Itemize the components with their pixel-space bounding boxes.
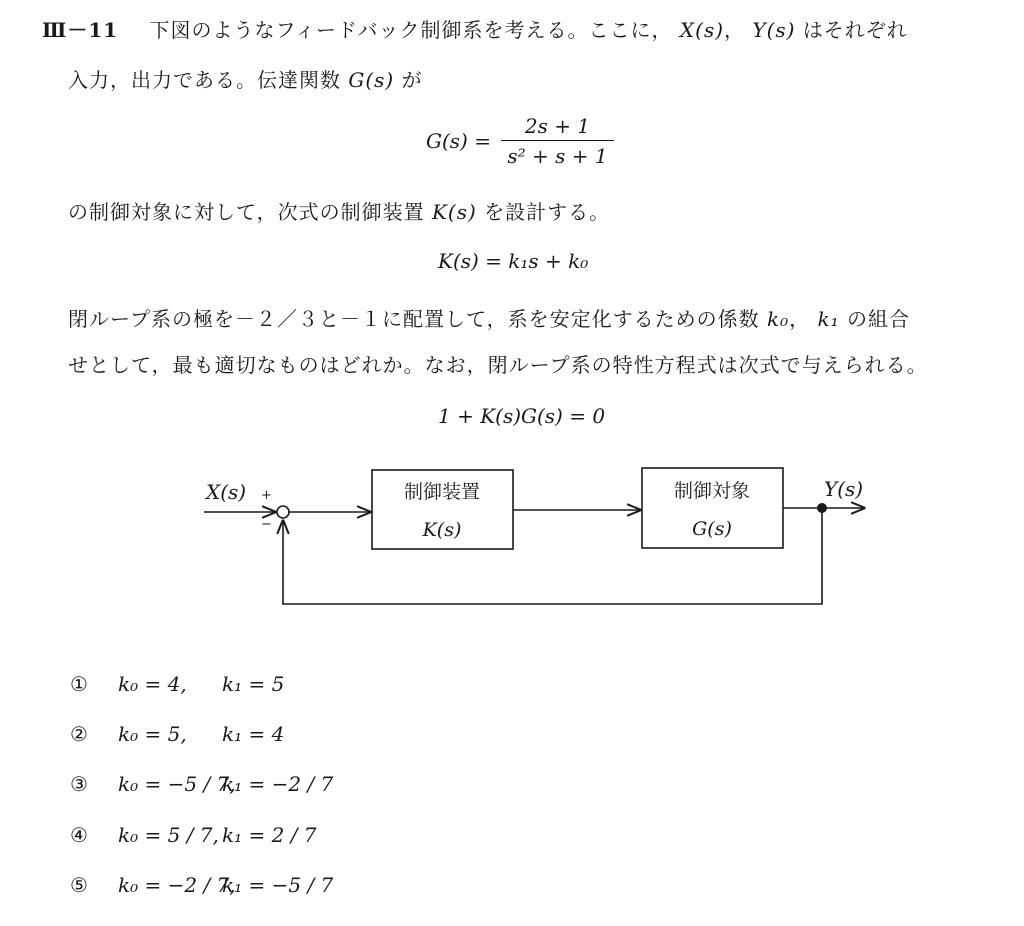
option-2[interactable] — [70, 722, 284, 746]
symbol-k1: k₁ — [817, 307, 840, 331]
symbol-y: Y(s) — [752, 18, 796, 42]
k-equation: K(s) = k₁s + k₀ — [438, 249, 589, 273]
controller-title: 制御装置 — [403, 481, 481, 503]
problem-text-5: せとして，最も適切なものはどれか。なお，閉ループ系の特性方程式は次式で与えられる。 — [68, 353, 928, 377]
symbol-g: G(s) — [348, 68, 395, 92]
option-k1: k₁ = 5 — [222, 672, 285, 696]
comma: ， — [724, 18, 746, 42]
option-3[interactable] — [70, 772, 333, 796]
input-label: X(s) — [206, 480, 247, 504]
option-k1: k₁ = 2 / 7 — [222, 823, 317, 847]
comma: ， — [789, 307, 811, 331]
option-5[interactable] — [70, 873, 333, 897]
g-numerator: 2s + 1 — [501, 114, 613, 141]
problem-text-4: 閉ループ系の極を－２／３と－１に配置して，系を安定化するための係数 — [68, 307, 760, 331]
option-k1: k₁ = −2 / 7 — [222, 772, 334, 796]
output-label: Y(s) — [824, 477, 864, 501]
problem-text-4-tail: の組合 — [846, 307, 910, 331]
option-mark: ④ — [70, 823, 88, 847]
g-denominator: s² + s + 1 — [507, 144, 608, 168]
option-k0: k₀ = −2 / 7, — [118, 873, 236, 897]
option-k0: k₀ = 5 / 7, — [118, 823, 219, 847]
option-k0: k₀ = 5, — [118, 722, 187, 746]
option-k0: k₀ = 4, — [118, 672, 187, 696]
option-1[interactable] — [70, 672, 284, 696]
option-mark: ③ — [70, 772, 88, 796]
problem-text-2: 入力，出力である。伝達関数 — [68, 68, 341, 92]
problem-text-2-tail: が — [401, 68, 423, 92]
symbol-x: X(s) — [679, 18, 725, 42]
problem-text-1: 下図のようなフィードバック制御系を考える。ここに， — [149, 18, 673, 42]
problem-text-3: の制御対象に対して，次式の制御装置 — [68, 200, 425, 224]
problem-number: Ⅲ－11 — [42, 18, 119, 42]
problem-text-3-tail: を設計する。 — [484, 200, 611, 224]
characteristic-equation: 1 + K(s)G(s) = 0 — [438, 404, 606, 428]
controller-tf: K(s) — [422, 519, 462, 541]
plant-title: 制御対象 — [673, 480, 751, 502]
option-4[interactable] — [70, 823, 317, 847]
summing-junction — [277, 506, 289, 518]
plus-sign: + — [261, 488, 272, 503]
minus-sign: − — [261, 517, 272, 532]
plant-tf: G(s) — [692, 518, 732, 540]
option-k1: k₁ = 4 — [222, 722, 285, 746]
option-k0: k₀ = −5 / 7, — [118, 772, 236, 796]
g-lhs: G(s) = — [426, 129, 491, 153]
option-mark: ⑤ — [70, 873, 88, 897]
option-k1: k₁ = −5 / 7 — [222, 873, 334, 897]
problem-text-1-tail: はそれぞれ — [802, 18, 908, 42]
symbol-k0: k₀ — [766, 307, 790, 331]
option-mark: ② — [70, 722, 88, 746]
symbol-k: K(s) — [431, 200, 477, 224]
option-mark: ① — [70, 672, 88, 696]
